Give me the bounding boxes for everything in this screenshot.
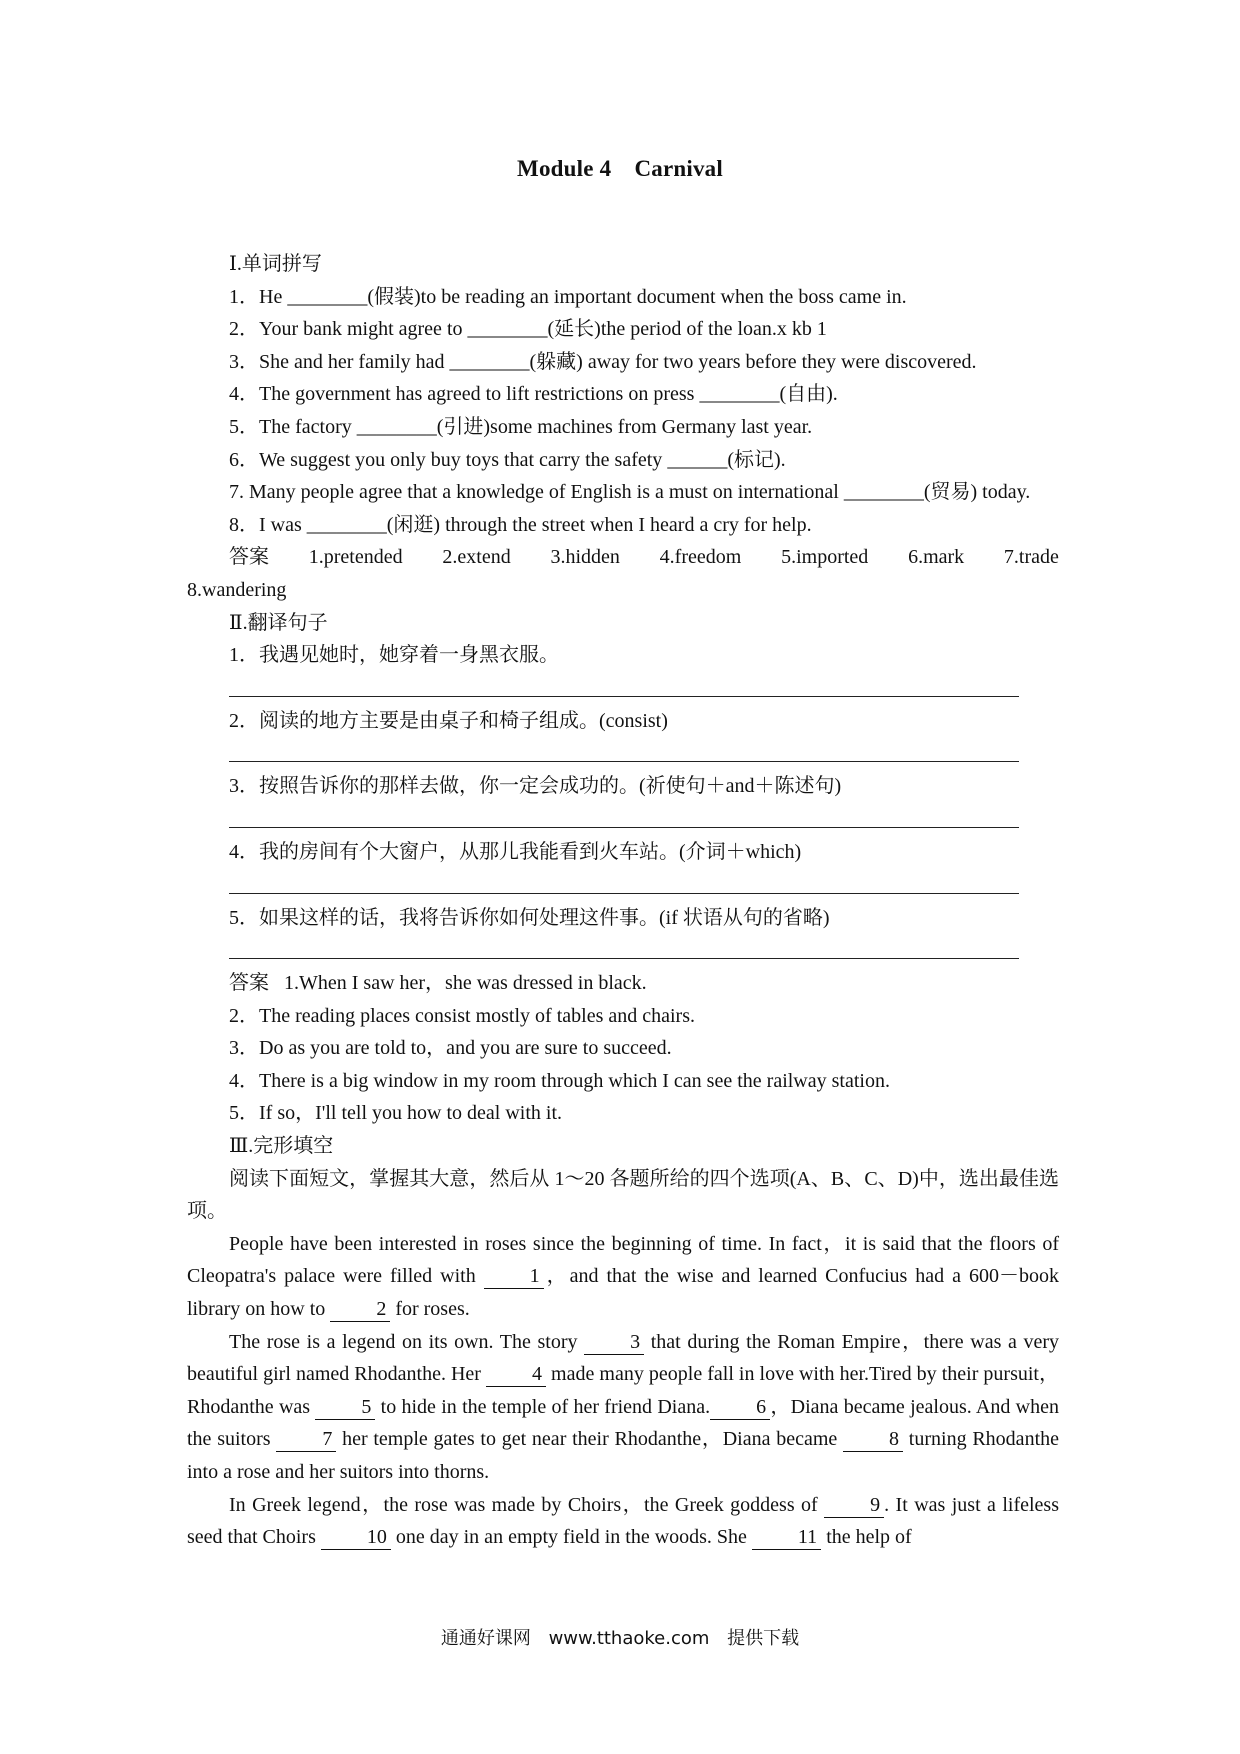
document-body	[187, 248, 1059, 1554]
spelling-item: 4．The government has agreed to lift restrictions on press ________(自由).	[229, 383, 838, 406]
translation-item: 5．如果这样的话，我将告诉你如何处理这件事。(if 状语从句的省略)	[229, 906, 830, 929]
translation-item: 3．按照告诉你的那样去做，你一定会成功的。(祈使句＋and＋陈述句)	[229, 775, 842, 798]
cloze-blank[interactable]: 7	[276, 1427, 336, 1452]
translation-item: 4．我的房间有个大窗户，从那儿我能看到火车站。(介词＋which)	[229, 840, 802, 863]
spelling-item: 3．She and her family had ________(躲藏) away for two years before they were discovered.	[229, 350, 977, 373]
spelling-item: 8．I was ________(闲逛) through the street when I heard a cry for help.	[229, 513, 812, 536]
cloze-blank[interactable]: 5	[315, 1395, 375, 1420]
translation-answer: 3．Do as you are told to，and you are sure to succeed.	[229, 1037, 672, 1060]
translation-item: 2．阅读的地方主要是由桌子和椅子组成。(consist)	[229, 709, 668, 732]
page-title: Module 4 Carnival	[517, 156, 723, 181]
cloze-blank[interactable]: 3	[584, 1330, 644, 1355]
answer-line[interactable]	[229, 737, 1019, 762]
cloze-blank[interactable]: 9	[824, 1493, 884, 1518]
cloze-instruction: 阅读下面短文，掌握其大意，然后从 1～20 各题所给的四个选项(A、B、C、D)中，选出最佳选项。	[187, 1167, 1059, 1223]
answer-label: 答案	[229, 546, 269, 569]
cloze-paragraph: People have been interested in roses since the beginning of time. In fact，it is said that the floors of Cleopatra's palace were filled with 1 ，and that the wise and learned Confucius had a 600－book library on how to 2 for roses.	[187, 1232, 1059, 1321]
cloze-blank[interactable]: 2	[330, 1297, 390, 1322]
translation-answer: 2．The reading places consist mostly of tables and chairs.	[229, 1004, 695, 1027]
spelling-item: 2．Your bank might agree to ________(延长)the period of the loan.x kb 1	[229, 318, 827, 341]
answer-item: 6.mark	[908, 546, 965, 569]
translation-answer: 答案 1.When I saw her，she was dressed in black.	[229, 972, 647, 995]
answer-item: 7.trade	[1003, 546, 1059, 569]
spelling-answers	[187, 541, 1059, 574]
cloze-blank[interactable]: 1	[484, 1264, 544, 1289]
translation-answer: 5．If so，I'll tell you how to deal with it.	[229, 1102, 563, 1125]
answer-item: 2.extend	[442, 546, 511, 569]
spelling-item: 1．He ________(假装)to be reading an important document when the boss came in.	[229, 285, 907, 308]
section-heading: Ⅱ.翻译句子	[229, 611, 328, 634]
answer-item: 5.imported	[781, 546, 869, 569]
answer-line[interactable]	[229, 869, 1019, 894]
translation-answer: 4．There is a big window in my room through which I can see the railway station.	[229, 1069, 890, 1092]
footer-url[interactable]: www.tthaoke.com	[548, 1628, 710, 1649]
cloze-paragraph: The rose is a legend on its own. The story 3 that during the Roman Empire，there was a very beautiful girl named Rhodanthe. Her 4 made many people fall in love with her.Tired by their pursuit，Rhodanthe was 5 to hide in the temple of her friend Diana. 6 ，Diana became jealous. And when the suitors 7 her temple gates to get near their Rhodanthe，Diana became 8 turning Rhodanthe into a rose and her suitors into thorns.	[187, 1330, 1060, 1483]
section-heading: Ⅲ.完形填空	[229, 1135, 334, 1158]
footer-site-name: 通通好课网	[440, 1628, 531, 1649]
cloze-paragraph: In Greek legend，the rose was made by Choirs，the Greek goddess of 9 . It was just a lifeless seed that Choirs 10 one day in an empty field in the woods. She 11 the help of	[187, 1493, 1059, 1549]
footer-note: 提供下载	[727, 1628, 800, 1649]
cloze-blank[interactable]: 8	[843, 1427, 903, 1452]
translation-item: 1．我遇见她时，她穿着一身黑衣服。	[229, 644, 559, 667]
spelling-item: 7. Many people agree that a knowledge of English is a must on international ________(贸易) today.	[229, 481, 1031, 504]
answer-line[interactable]	[229, 803, 1019, 828]
answer-item: 8.wandering	[187, 578, 287, 601]
answer-item: 1.pretended	[308, 546, 403, 569]
cloze-blank[interactable]: 11	[752, 1525, 821, 1550]
answer-label: 答案	[229, 972, 269, 995]
page-footer	[0, 1624, 1240, 1650]
cloze-blank[interactable]: 10	[321, 1525, 391, 1550]
answer-line[interactable]	[229, 672, 1019, 697]
answer-line[interactable]	[229, 934, 1019, 959]
cloze-blank[interactable]: 4	[486, 1362, 546, 1387]
spelling-item: 5．The factory ________(引进)some machines from Germany last year.	[229, 415, 813, 438]
answer-item: 4.freedom	[659, 546, 742, 569]
section-heading: Ⅰ.单词拼写	[229, 253, 322, 275]
cloze-blank[interactable]: 6	[710, 1395, 770, 1420]
spelling-item: 6．We suggest you only buy toys that carry the safety ______(标记).	[229, 448, 786, 471]
answer-item: 3.hidden	[550, 546, 620, 569]
